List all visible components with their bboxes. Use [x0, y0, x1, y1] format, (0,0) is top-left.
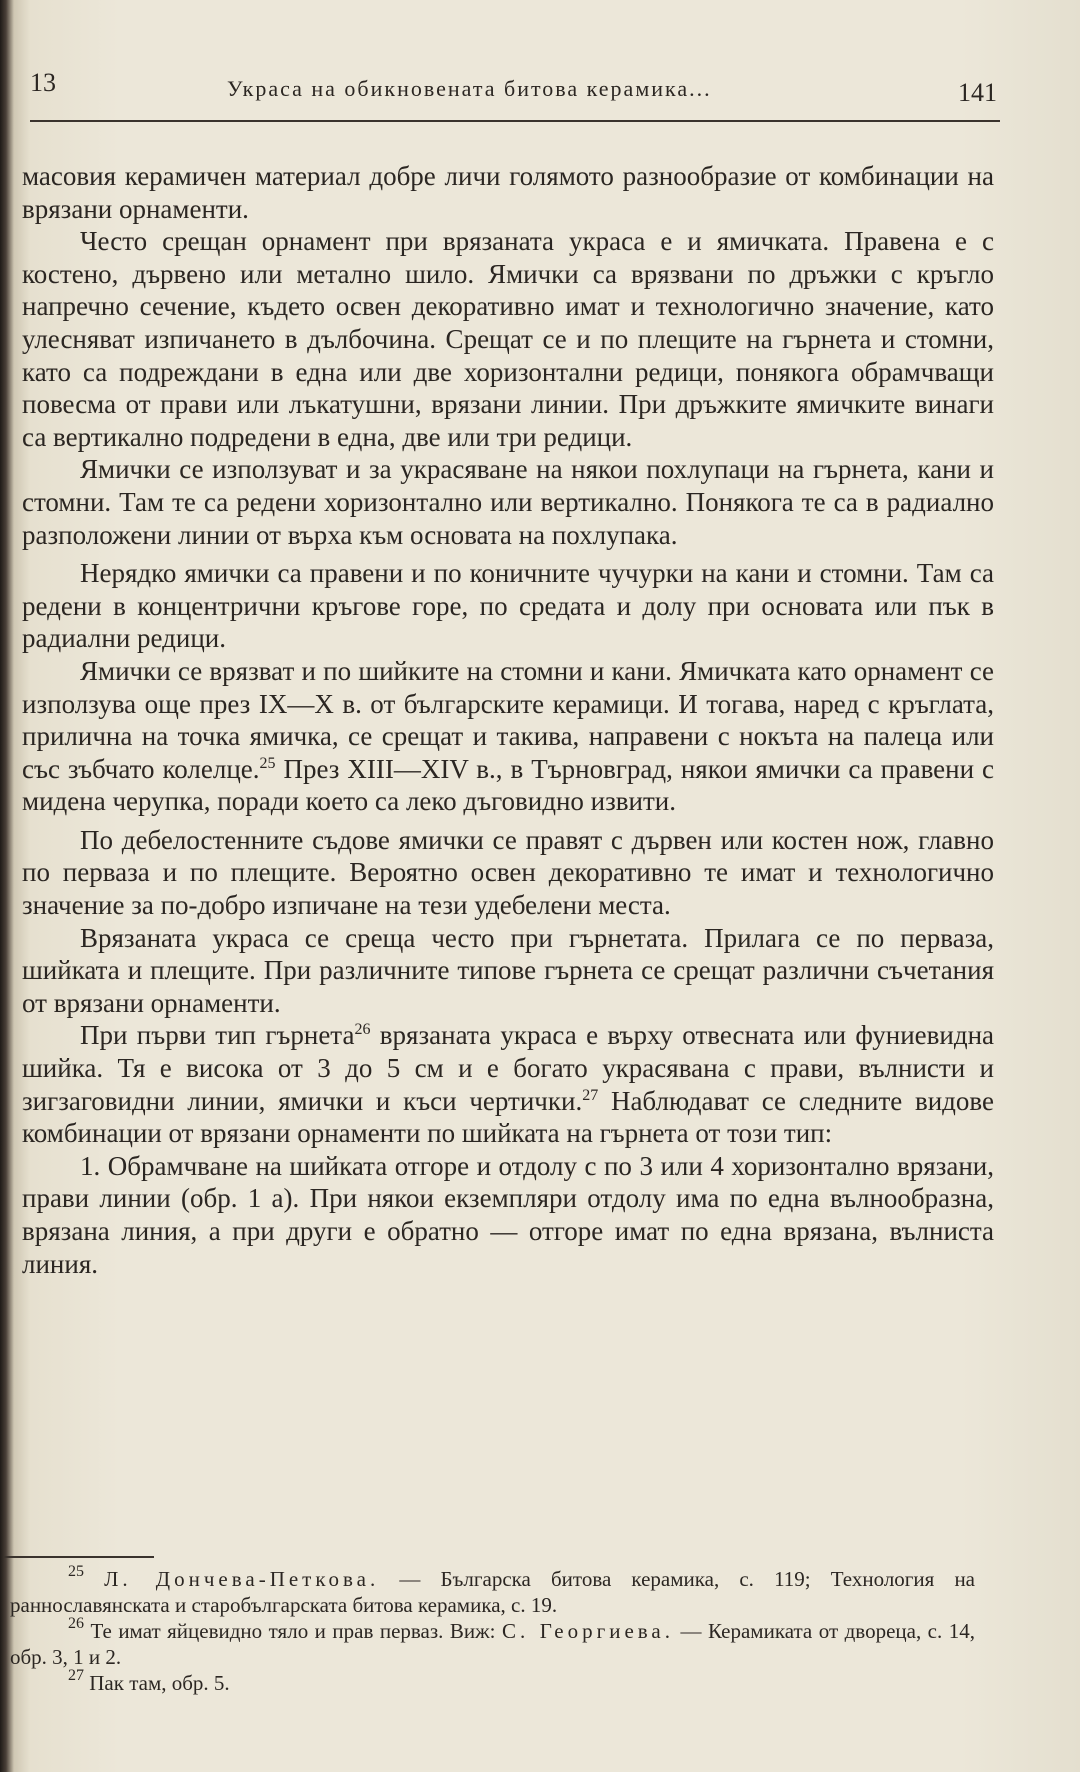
paragraph-5-tail: През XIII—XIV в., в Търновград, някои ямички са правени с мидена черупка, поради което са леко дъговидно извити.: [22, 753, 994, 817]
paragraph-3: Ямички се използуват и за украсяване на някои похлупаци на гърнета, кани и стомни. Там те са редени хоризонтално или вертикално. Понякога те са в радиално разположени линии от върха към основата на похлупака.: [22, 454, 994, 550]
footnote-25-number: 25: [68, 1563, 84, 1580]
footnote-ref-25[interactable]: 25: [259, 754, 276, 772]
footnote-27-text: Пак там, обр. 5.: [84, 1671, 230, 1695]
running-header: [22, 68, 997, 108]
footnote-26-tail: — Керамиката от двореца, с. 14, обр. 3, 1 и 2.: [10, 1619, 975, 1669]
footnote-ref-26[interactable]: 26: [354, 1021, 371, 1039]
footnote-26-text: Те имат яйцевидно тяло и прав перваз. Виж:: [84, 1619, 502, 1643]
paragraph-2: Често срещан орнамент при врязаната украса е и ямичката. Правена е с костено, дървено или метално шило. Ямички са врязвани по дръжки с кръгло напречно сечение, където освен декоративно имат и технологично значение, като улесняват изпичането в дълбочина. Срещат се и по плещите на гърнета и стомни, като са подреждани в една или две хоризонтални редици, понякога обрамчващи повесма от прави или лъкатушни, врязани линии. При дръжките ямичките винаги са вертикално подредени в една, две или три редици.: [22, 226, 994, 452]
footnote-26-number: 26: [68, 1615, 84, 1632]
paragraph-8: [22, 1019, 994, 1149]
paragraph-8-text: При първи тип гърнета: [80, 1020, 355, 1051]
paragraph-8-mid: врязаната украса е върху отвесната или фуниевидна шийка. Тя е висока от 3 до 5 см и е богато украсявана с прави, вълнисти и зигзаговидни линии, ямички и къси чертички.: [22, 1020, 994, 1116]
footnote-25-author: Л. Дончева-Петкова.: [104, 1567, 380, 1591]
paragraph-8-tail: Наблюдават се следните видове комбинации от врязани орнаменти по шийката на гърнета от този тип:: [22, 1085, 994, 1149]
footnote-27-number: 27: [68, 1667, 84, 1684]
footnotes: [10, 1563, 976, 1696]
page-number: 141: [958, 78, 997, 107]
header-rule: [30, 120, 1000, 122]
paragraph-6: По дебелостенните съдове ямички се правят с дървен или костен нож, главно по перваза и по плещите. Вероятно освен декоративно те имат и технологично значение за по-добро изпичане на тези удебелени места.: [22, 824, 994, 921]
footnote-27: [10, 1667, 975, 1696]
running-title: Украса на обикновената битова керамика...: [227, 76, 712, 101]
paragraph-5: [22, 655, 994, 818]
footnote-25: [10, 1563, 976, 1618]
footnote-26-author: С. Георгиева.: [501, 1619, 674, 1643]
footnote-rule: [4, 1556, 154, 1558]
body-text: [22, 160, 994, 1280]
paragraph-1: масовия керамичен материал добре личи голямото разнообразие от комбинации на врязани орнаменти.: [22, 161, 994, 224]
chapter-number: 13: [30, 68, 56, 97]
paragraph-7: Врязаната украса се среща често при гърнетата. Прилага се по перваза, шийката и плещите. При различните типове гърнета се срещат различни съчетания от врязани орнаменти.: [22, 922, 994, 1018]
paragraph-4: Нерядко ямички са правени и по коничните чучурки на кани и стомни. Там са редени в концентрични кръгове горе, по средата и долу при основата или пък в радиални редици.: [22, 558, 994, 654]
paragraph-9: 1. Обрамчване на шийката отгоре и отдолу с по 3 или 4 хоризонтално врязани, прави линии (обр. 1 а). При някои екземпляри отдолу има по една вълнообразна, врязана линия, а при други е обратно — отгоре имат по една врязана, вълниста линия.: [22, 1150, 994, 1279]
footnote-25-text: — Българска битова керамика, с. 119; Технология на раннославянската и старобългарската битова керамика, с. 19.: [10, 1567, 976, 1617]
footnote-26: [10, 1615, 975, 1670]
paragraph-5-text: Ямички се врязват и по шийките на стомни и кани. Ямичката като орнамент се използува още през IX—X в. от българските керамици. И тогава, наред с кръглата, прилична на точка ямичка, се срещат и такива, направени с нокъта на палеца или със зъбчато колелце.: [22, 655, 994, 784]
footnote-ref-27[interactable]: 27: [582, 1086, 599, 1104]
